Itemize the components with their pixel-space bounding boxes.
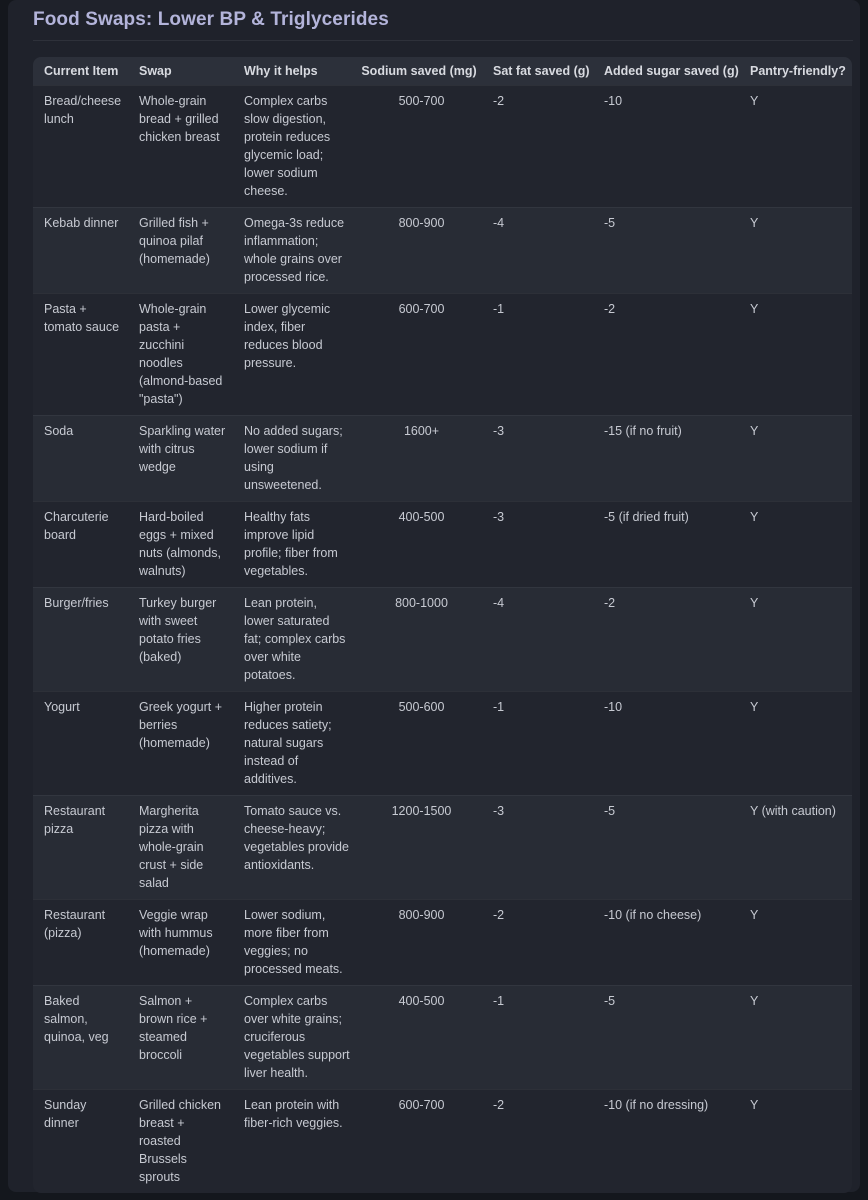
cell-swap: Turkey burger with sweet potato fries (baked): [128, 587, 233, 691]
cell-why: Lower sodium, more fiber from veggies; no processed meats.: [233, 899, 356, 985]
cell-sodium: 1600+: [356, 415, 482, 501]
cell-why: Lower glycemic index, fiber reduces blood pressure.: [233, 293, 356, 415]
cell-sat-fat: -2: [482, 1089, 593, 1193]
column-header-sodium-saved: Sodium saved (mg): [356, 57, 482, 85]
column-header-sat-fat-saved: Sat fat saved (g): [482, 57, 593, 85]
cell-sugar: -5: [593, 207, 739, 293]
cell-swap: Sparkling water with citrus wedge: [128, 415, 233, 501]
cell-sodium: 400-500: [356, 985, 482, 1089]
table-row: [33, 587, 852, 691]
cell-pantry: Y: [739, 501, 852, 587]
table-header-row: [33, 57, 852, 85]
cell-sodium: 1200-1500: [356, 795, 482, 899]
cell-sugar: -5: [593, 795, 739, 899]
cell-swap: Salmon + brown rice + steamed broccoli: [128, 985, 233, 1089]
cell-sodium: 800-900: [356, 207, 482, 293]
cell-current-item: Bread/cheese lunch: [33, 85, 128, 207]
cell-pantry: Y: [739, 1089, 852, 1193]
table-row: [33, 85, 852, 207]
cell-sodium: 800-1000: [356, 587, 482, 691]
cell-sat-fat: -4: [482, 207, 593, 293]
cell-sat-fat: -3: [482, 415, 593, 501]
table-row: [33, 1089, 852, 1193]
cell-current-item: Restaurant pizza: [33, 795, 128, 899]
cell-why: Healthy fats improve lipid profile; fiber from vegetables.: [233, 501, 356, 587]
cell-current-item: Restaurant (pizza): [33, 899, 128, 985]
cell-pantry: Y: [739, 587, 852, 691]
cell-pantry: Y: [739, 985, 852, 1089]
cell-sat-fat: -2: [482, 899, 593, 985]
cell-pantry: Y: [739, 415, 852, 501]
cell-why: Complex carbs slow digestion, protein reduces glycemic load; lower sodium cheese.: [233, 85, 356, 207]
table-row: [33, 207, 852, 293]
cell-sugar: -15 (if no fruit): [593, 415, 739, 501]
cell-sodium: 500-600: [356, 691, 482, 795]
cell-sat-fat: -1: [482, 985, 593, 1089]
cell-why: Complex carbs over white grains; cruciferous vegetables support liver health.: [233, 985, 356, 1089]
cell-sugar: -10: [593, 691, 739, 795]
cell-pantry: Y: [739, 207, 852, 293]
cell-current-item: Burger/fries: [33, 587, 128, 691]
cell-swap: Grilled fish + quinoa pilaf (homemade): [128, 207, 233, 293]
cell-swap: Hard-boiled eggs + mixed nuts (almonds, walnuts): [128, 501, 233, 587]
title-divider: [33, 40, 853, 41]
cell-swap: Veggie wrap with hummus (homemade): [128, 899, 233, 985]
cell-sodium: 600-700: [356, 293, 482, 415]
cell-sodium: 800-900: [356, 899, 482, 985]
cell-sat-fat: -2: [482, 85, 593, 207]
cell-sat-fat: -1: [482, 691, 593, 795]
food-swaps-table: [33, 57, 852, 1193]
cell-sat-fat: -1: [482, 293, 593, 415]
cell-sugar: -2: [593, 293, 739, 415]
cell-swap: Greek yogurt + berries (homemade): [128, 691, 233, 795]
cell-pantry: Y: [739, 899, 852, 985]
cell-sat-fat: -3: [482, 501, 593, 587]
cell-sat-fat: -4: [482, 587, 593, 691]
column-header-swap: Swap: [128, 57, 233, 85]
page-title: Food Swaps: Lower BP & Triglycerides: [33, 9, 389, 30]
cell-why: Omega-3s reduce inflammation; whole grains over processed rice.: [233, 207, 356, 293]
data-table: [33, 57, 852, 1193]
cell-sodium: 600-700: [356, 1089, 482, 1193]
cell-sugar: -2: [593, 587, 739, 691]
table-row: [33, 795, 852, 899]
cell-current-item: Charcuterie board: [33, 501, 128, 587]
content-card: [8, 0, 860, 1192]
table-row: [33, 691, 852, 795]
cell-sugar: -10: [593, 85, 739, 207]
column-header-why-it-helps: Why it helps: [233, 57, 356, 85]
cell-current-item: Pasta + tomato sauce: [33, 293, 128, 415]
cell-swap: Grilled chicken breast + roasted Brussels sprouts: [128, 1089, 233, 1193]
cell-sodium: 500-700: [356, 85, 482, 207]
card-header: [8, 0, 860, 33]
cell-pantry: Y (with caution): [739, 795, 852, 899]
cell-pantry: Y: [739, 85, 852, 207]
cell-swap: Whole-grain bread + grilled chicken breast: [128, 85, 233, 207]
table-row: [33, 501, 852, 587]
column-header-added-sugar-saved: Added sugar saved (g): [593, 57, 739, 85]
cell-why: Lean protein with fiber-rich veggies.: [233, 1089, 356, 1193]
cell-sugar: -10 (if no dressing): [593, 1089, 739, 1193]
column-header-pantry-friendly: Pantry-friendly?: [739, 57, 852, 85]
table-row: [33, 985, 852, 1089]
cell-pantry: Y: [739, 691, 852, 795]
cell-why: Tomato sauce vs. cheese-heavy; vegetables provide antioxidants.: [233, 795, 356, 899]
cell-current-item: Yogurt: [33, 691, 128, 795]
table-row: [33, 293, 852, 415]
cell-why: No added sugars; lower sodium if using unsweetened.: [233, 415, 356, 501]
cell-current-item: Baked salmon, quinoa, veg: [33, 985, 128, 1089]
cell-sodium: 400-500: [356, 501, 482, 587]
cell-sugar: -5 (if dried fruit): [593, 501, 739, 587]
table-row: [33, 415, 852, 501]
cell-why: Lean protein, lower saturated fat; complex carbs over white potatoes.: [233, 587, 356, 691]
cell-sugar: -5: [593, 985, 739, 1089]
cell-pantry: Y: [739, 293, 852, 415]
cell-why: Higher protein reduces satiety; natural sugars instead of additives.: [233, 691, 356, 795]
cell-current-item: Sunday dinner: [33, 1089, 128, 1193]
cell-sugar: -10 (if no cheese): [593, 899, 739, 985]
cell-swap: Margherita pizza with whole-grain crust + side salad: [128, 795, 233, 899]
table-row: [33, 899, 852, 985]
cell-sat-fat: -3: [482, 795, 593, 899]
cell-swap: Whole-grain pasta + zucchini noodles (almond-based "pasta"): [128, 293, 233, 415]
column-header-current-item: Current Item: [33, 57, 128, 85]
cell-current-item: Kebab dinner: [33, 207, 128, 293]
cell-current-item: Soda: [33, 415, 128, 501]
